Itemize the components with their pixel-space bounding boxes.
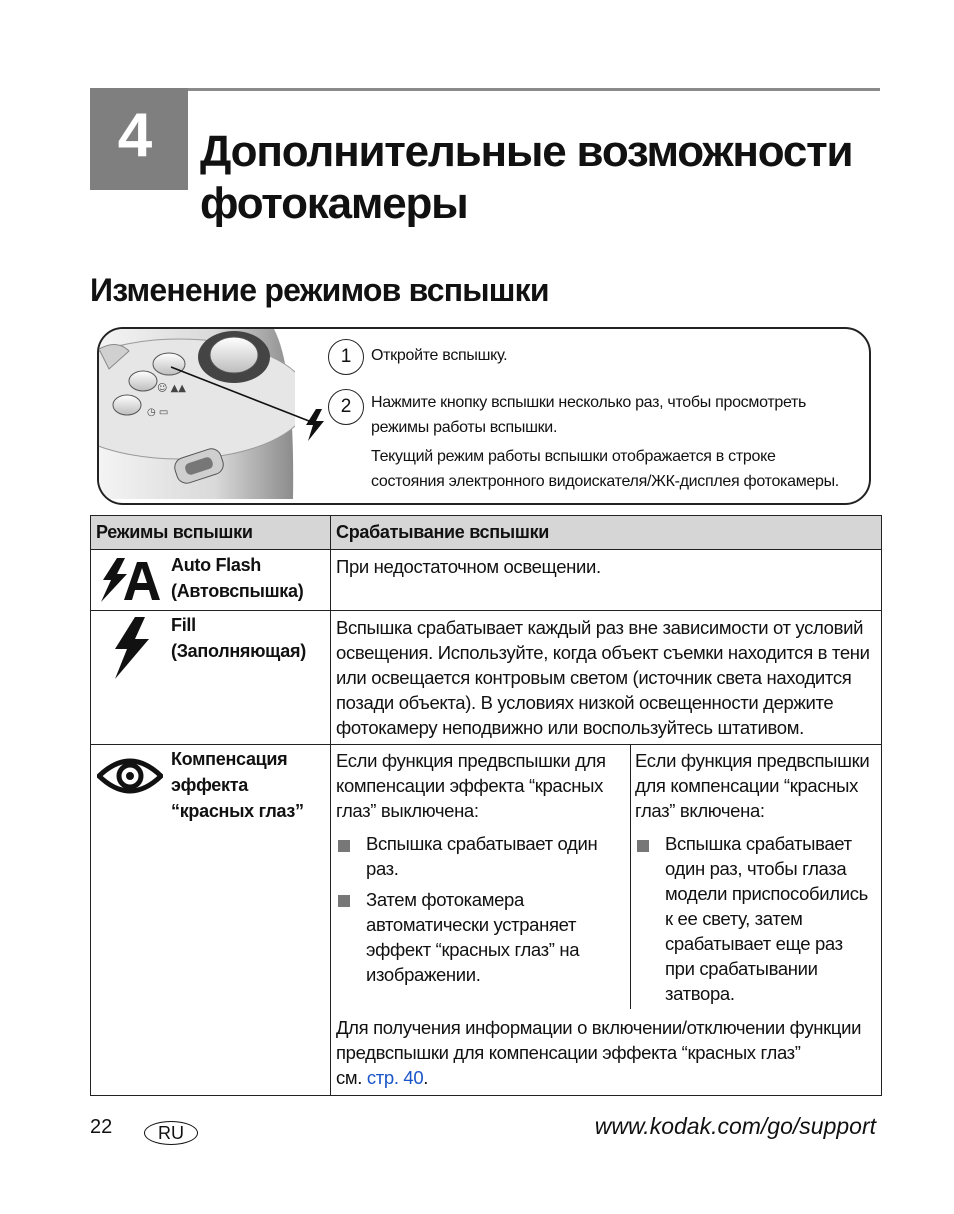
bullet-icon [338, 840, 350, 852]
step-2-badge: 2 [328, 389, 364, 425]
text-line: Для получения информации о включении/отключении функции [336, 1017, 862, 1038]
mode-description: При недостаточном освещении. [336, 556, 601, 577]
mode-name [171, 746, 304, 824]
status-note-line2: состояния электронного видоискателя/ЖК-дисплея фотокамеры. [371, 473, 839, 490]
text-line: Если функция предвспышки для [336, 750, 606, 771]
subcolumn-divider [630, 744, 631, 1009]
text-line: затвора. [665, 983, 735, 1004]
redeye-on-bullet-1 [665, 831, 868, 1006]
bullet-icon [338, 895, 350, 907]
mode-name-line: (Заполняющая) [171, 641, 306, 661]
fill-flash-icon [109, 617, 153, 679]
red-eye-icon [97, 754, 163, 798]
redeye-off-bullet-2 [366, 887, 579, 987]
table-row [91, 611, 330, 744]
page-number: 22 [90, 1116, 113, 1138]
mode-name-line: Компенсация [171, 749, 288, 769]
support-url[interactable]: www.kodak.com/go/support [594, 1113, 876, 1139]
flash-icon [302, 409, 328, 441]
text-line: освещения. Используйте, когда объект съемки находится в тени [336, 642, 870, 663]
text-line: глаз” выключена: [336, 800, 479, 821]
chapter-title-line1: Дополнительные возможности [200, 127, 853, 176]
redeye-off-bullet-1 [366, 831, 597, 881]
text-line: модели приспособились [665, 883, 868, 904]
instruction-panel [97, 327, 871, 505]
step-2-text [371, 390, 806, 440]
flash-modes-table [90, 515, 882, 1096]
text-line: компенсации эффекта “красных [336, 775, 603, 796]
mode-name-line: Auto Flash [171, 555, 261, 575]
redeye-off-intro [336, 748, 606, 823]
section-title: Изменение режимов вспышки [90, 272, 549, 308]
language-badge: RU [144, 1121, 198, 1145]
bullet-icon [637, 840, 649, 852]
step-1-badge: 1 [328, 339, 364, 375]
chapter-title [200, 126, 890, 230]
text-line: для компенсации “красных [635, 775, 858, 796]
page-link[interactable]: стр. 40 [366, 1067, 424, 1088]
mode-name-line: “красных глаз” [171, 801, 304, 821]
step-1-text: Откройте вспышку. [371, 347, 508, 364]
text-line: эффект “красных глаз” на [366, 939, 580, 960]
leader-line [159, 359, 319, 439]
mode-name-line: Fill [171, 615, 196, 635]
chapter-number: 4 [117, 101, 153, 170]
text-line: один раз, чтобы глаза [665, 858, 847, 879]
chapter-rule [90, 88, 880, 91]
text-line: фотокамеру неподвижно или воспользуйтесь штативом. [336, 717, 804, 738]
mode-description [336, 615, 870, 740]
text-line: Вспышка срабатывает [665, 833, 852, 854]
step-2-line1: Нажмите кнопку вспышки несколько раз, чтобы просмотреть [371, 394, 807, 411]
text-line [336, 1065, 861, 1090]
text-line: раз. [366, 858, 399, 879]
text-line: предвспышки для компенсации эффекта “красных глаз” [336, 1042, 801, 1063]
mode-name-line: (Автовспышка) [171, 581, 304, 601]
redeye-on-intro [635, 748, 869, 823]
text-line: Вспышка срабатывает один [366, 833, 598, 854]
text-line: Вспышка срабатывает каждый раз вне зависимости от условий [336, 617, 864, 638]
step-2-line2: режимы работы вспышки. [371, 419, 558, 436]
text-fragment: . [423, 1067, 429, 1088]
mode-name [171, 552, 303, 604]
text-line: при срабатывании [665, 958, 818, 979]
text-line: к ее свету, затем [665, 908, 803, 929]
text-line: автоматически устраняет [366, 914, 577, 935]
header-modes: Режимы вспышки [96, 522, 253, 542]
redeye-footer-note [336, 1015, 861, 1090]
svg-text:☺ ▲▲: ☺ ▲▲ [157, 383, 186, 394]
table-row [91, 550, 330, 610]
status-note-line1: Текущий режим работы вспышки отображается в строке [371, 448, 776, 465]
text-line: Если функция предвспышки [635, 750, 870, 771]
chapter-title-line2: фотокамеры [200, 179, 468, 228]
text-line: Затем фотокамера [366, 889, 524, 910]
auto-flash-icon [97, 558, 161, 602]
table-row [91, 745, 330, 1095]
status-note [371, 444, 839, 494]
text-line: позади объекта). В условиях низкой освещенности держите [336, 692, 834, 713]
text-line: или освещается контровым светом (источник света находится [336, 667, 852, 688]
header-firing: Срабатывание вспышки [336, 522, 550, 542]
mode-name [171, 612, 306, 664]
text-line: глаз” включена: [635, 800, 765, 821]
text-line: срабатывает еще раз [665, 933, 843, 954]
text-line: изображении. [366, 964, 481, 985]
mode-name-line: эффекта [171, 775, 248, 795]
svg-text:◷ ▭: ◷ ▭ [147, 407, 169, 418]
column-divider [330, 516, 331, 1095]
text-fragment: см. [336, 1067, 367, 1088]
